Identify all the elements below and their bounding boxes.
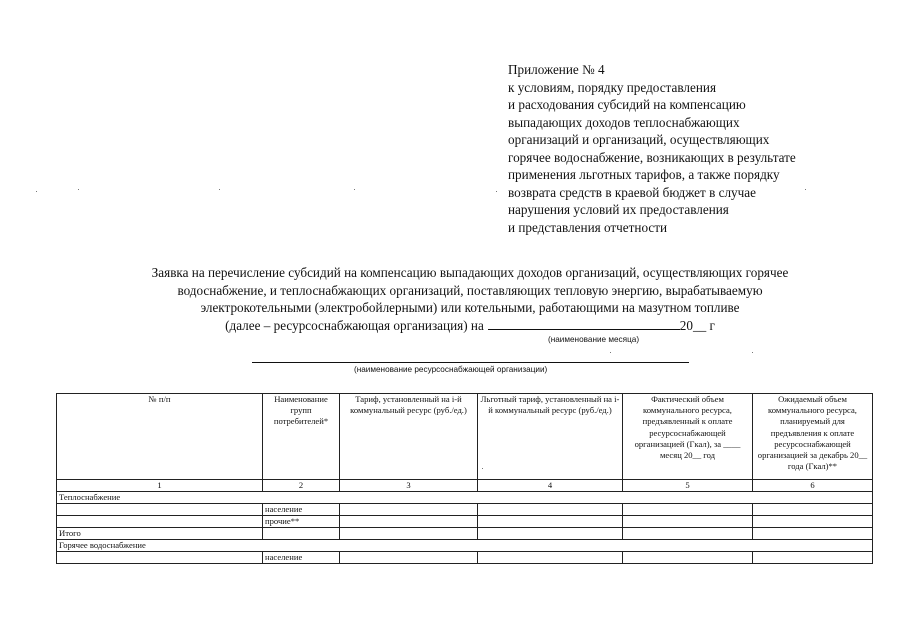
table-row-population [57, 504, 873, 516]
appendix-line: и расходования субсидий на компенсацию [508, 97, 746, 112]
header-number: № п/п [57, 394, 263, 480]
appendix-line: нарушения условий их предоставления [508, 202, 729, 217]
column-number: 4 [478, 480, 623, 492]
scan-speck [354, 189, 355, 190]
section-label: Горячее водоснабжение [57, 540, 873, 552]
appendix-line: возврата средств в краевой бюджет в случае [508, 184, 756, 200]
table-cell[interactable] [478, 504, 623, 516]
title-line: электрокотельными (электробойлерными) или котельными, работающими на мазутном топливе [200, 300, 740, 316]
scan-speck [78, 189, 79, 190]
appendix-line: организаций и организаций, осуществляющих [508, 132, 770, 147]
table-cell[interactable] [57, 516, 263, 528]
table-cell[interactable] [623, 552, 753, 564]
header-preferential-tariff: Льготный тариф, установленный на i-й коммунальный ресурс (руб./ед.) [478, 394, 623, 480]
appendix-line: и представления отчетности [508, 219, 668, 235]
subsidy-table [56, 393, 873, 564]
table-cell[interactable] [57, 504, 263, 516]
document-title [70, 264, 870, 334]
table-cell[interactable] [753, 516, 873, 528]
appendix-line: выпадающих доходов теплоснабжающих [508, 114, 740, 130]
section-row-hot-water [57, 540, 873, 552]
title-line-with-blank [70, 317, 870, 335]
header-expected-volume: Ожидаемый объем коммунального ресурса, планируемый для предъявления к оплате ресурсоснабжающей организацией за декабрь 20__ года (Гкал)** [753, 394, 873, 480]
table-cell[interactable] [263, 528, 340, 540]
table-cell[interactable] [478, 516, 623, 528]
appendix-note [508, 61, 888, 236]
table-cell[interactable] [340, 528, 478, 540]
org-name-blank-field[interactable] [252, 362, 689, 363]
title-line: Заявка на перечисление субсидий на компенсацию выпадающих доходов организаций, осуществляющих горячее [151, 265, 789, 280]
scan-speck [610, 352, 611, 353]
consumer-group-label: прочие** [263, 516, 340, 528]
scan-speck [219, 189, 220, 190]
header-tariff: Тариф, установленный на i-й коммунальный ресурс (руб./ед.) [340, 394, 478, 480]
scan-speck [36, 191, 37, 192]
table-cell[interactable] [623, 504, 753, 516]
table-cell[interactable] [57, 552, 263, 564]
table-cell[interactable] [478, 552, 623, 564]
total-label: Итого [57, 528, 263, 540]
appendix-line: применения льготных тарифов, а также порядку [508, 167, 780, 182]
table-row-total [57, 528, 873, 540]
header-actual-volume: Фактический объем коммунального ресурса, предъявленный к оплате ресурсоснабжающей организацией (Гкал), за ____ месяц 20__ год [623, 394, 753, 480]
month-blank-field[interactable] [488, 317, 680, 330]
title-line: водоснабжение, и теплоснабжающих организаций, поставляющих тепловую энергию, вырабатываемую [177, 282, 763, 298]
column-number: 2 [263, 480, 340, 492]
column-number: 1 [57, 480, 263, 492]
consumer-group-label: население [263, 552, 340, 564]
table-row-others [57, 516, 873, 528]
table-header-row [57, 394, 873, 480]
section-label: Теплоснабжение [57, 492, 873, 504]
column-number: 6 [753, 480, 873, 492]
appendix-line: Приложение № 4 [508, 62, 605, 77]
title-line-suffix: 20__ г [679, 317, 715, 333]
table-cell[interactable] [753, 528, 873, 540]
column-number: 3 [340, 480, 478, 492]
title-line-prefix: (далее – ресурсоснабжающая организация) на [225, 317, 484, 333]
table-cell[interactable] [753, 504, 873, 516]
table-cell[interactable] [340, 552, 478, 564]
table-cell[interactable] [340, 516, 478, 528]
table-cell[interactable] [478, 528, 623, 540]
section-row-heat-supply [57, 492, 873, 504]
appendix-line: к условиям, порядку предоставления [508, 79, 717, 95]
table-cell[interactable] [623, 528, 753, 540]
scan-speck [752, 352, 753, 353]
org-caption: (наименование ресурсоснабжающей организации) [354, 365, 548, 374]
table-cell[interactable] [340, 504, 478, 516]
table-cell[interactable] [753, 552, 873, 564]
month-caption: (наименование месяца) [548, 335, 640, 344]
table-cell[interactable] [623, 516, 753, 528]
consumer-group-label: население [263, 504, 340, 516]
appendix-line: горячее водоснабжение, возникающих в результате [508, 149, 796, 165]
header-consumer-group: Наименование групп потребителей* [263, 394, 340, 480]
scan-speck [496, 191, 497, 192]
table-row-population [57, 552, 873, 564]
column-number: 5 [623, 480, 753, 492]
column-number-row [57, 480, 873, 492]
